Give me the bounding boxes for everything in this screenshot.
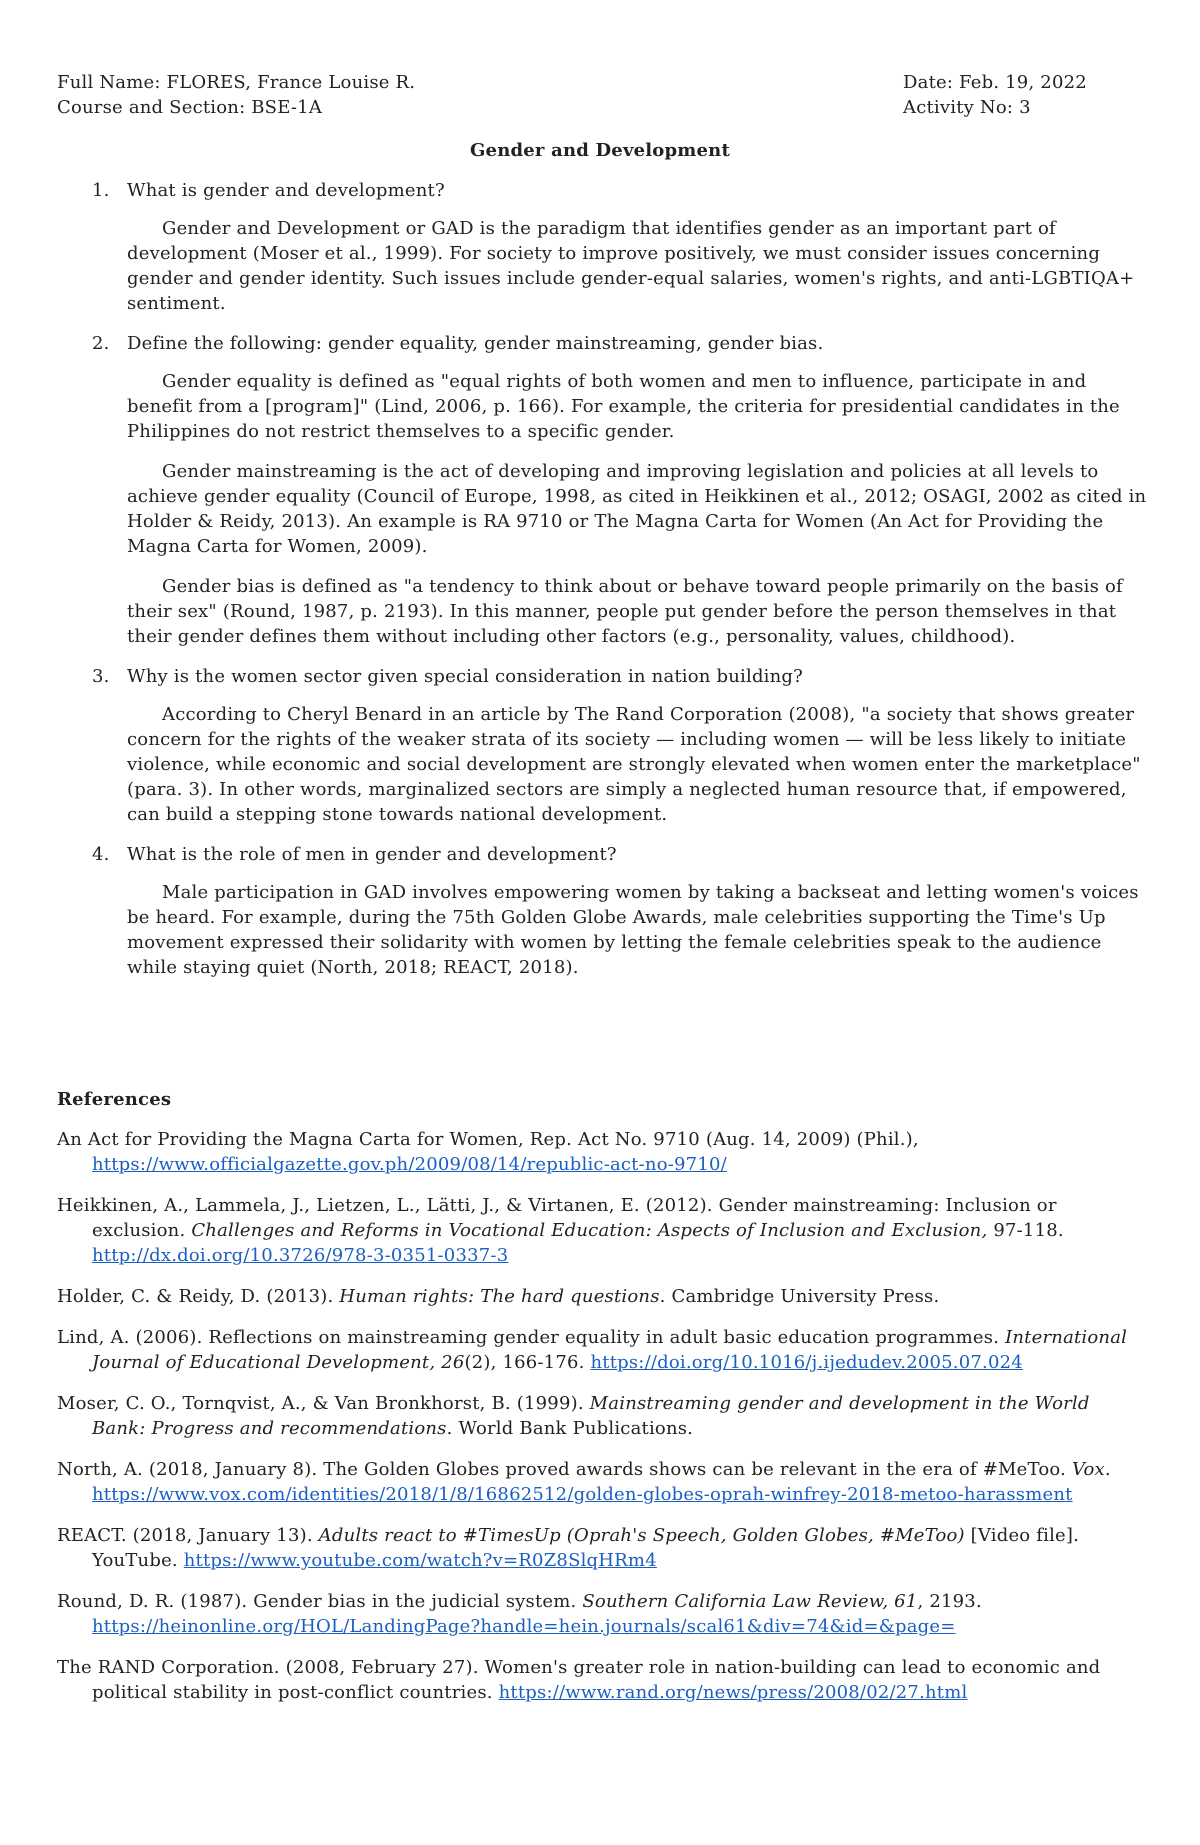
question-line (57, 842, 1147, 867)
document-title: Gender and Development (469, 140, 730, 161)
course-section-line: Course and Section: BSE-1A (57, 97, 323, 118)
reference-entry (57, 1193, 1147, 1268)
question-text: Why is the women sector given special consideration in nation building? (127, 666, 803, 687)
question-item (57, 664, 1147, 827)
reference-text-tail: (2), 166-176. (464, 1352, 585, 1373)
question-number: 4. (92, 844, 110, 865)
question-text: Define the following: gender equality, gender mainstreaming, gender bias. (127, 333, 824, 354)
reference-text-tail: 97-118. (987, 1220, 1064, 1241)
header-left (57, 70, 415, 120)
reference-text: An Act for Providing the Magna Carta for Women, Rep. Act No. 9710 (Aug. 14, 2009) (Phil.), (57, 1129, 919, 1150)
question-line (57, 664, 1147, 689)
question-item (57, 842, 1147, 980)
reference-link[interactable]: http://dx.doi.org/10.3726/978-3-0351-0337-3 (92, 1245, 509, 1266)
references-heading: References (57, 1089, 172, 1110)
reference-link[interactable]: https://www.youtube.com/watch?v=R0Z8SlqHRm4 (183, 1550, 657, 1571)
reference-source-title: Southern California Law Review, 61 (582, 1591, 918, 1612)
answer-paragraph: Male participation in GAD involves empowering women by taking a backseat and letting women's voices be heard. For example, during the 75th Golden Globe Awards, male celebrities supporting the Time's Up movement expressed their solidarity with women by letting the female celebrities speak to the audience while staying quiet (North, 2018; REACT, 2018). (127, 882, 1139, 978)
reference-text: North, A. (2018, January 8). The Golden Globes proved awards shows can be relevant in the era of #MeToo. (57, 1459, 1072, 1480)
reference-source-title: Adults react to #TimesUp (Oprah's Speech, Golden Globes, #MeToo) (318, 1525, 965, 1546)
reference-text: REACT. (2018, January 13). (57, 1525, 319, 1546)
question-number: 1. (92, 180, 110, 201)
question-item (57, 331, 1147, 649)
reference-link[interactable]: https://www.rand.org/news/press/2008/02/27.html (498, 1682, 968, 1703)
reference-text: Lind, A. (2006). Reflections on mainstreaming gender equality in adult basic education programmes. (57, 1327, 1006, 1348)
reference-text-tail: . (1104, 1459, 1111, 1480)
reference-text-tail: . Cambridge University Press. (659, 1286, 940, 1307)
question-number: 3. (92, 666, 110, 687)
reference-entry (57, 1391, 1147, 1441)
answer-paragraph: Gender bias is defined as "a tendency to think about or behave toward people primarily on the basis of their sex" (Round, 1987, p. 2193). In this manner, people put gender before the person themselves in that their gender defines them without including other factors (e.g., personality, values, childhood). (127, 576, 1123, 647)
reference-source-title: International Journal of Educational Development, 26 (92, 1327, 1128, 1373)
answer-paragraph: According to Cheryl Benard in an article by The Rand Corporation (2008), "a society that shows greater concern for the rights of the weaker strata of its society — including women — will be less likely to initiate violence, while economic and social development are strongly elevated when women enter the marketplace" (para. 3). In other words, marginalized sectors are simply a neglected human resource that, if empowered, can build a stepping stone towards national development. (127, 704, 1141, 825)
header-right (903, 70, 1087, 120)
reference-text: Heikkinen, A., Lammela, J., Lietzen, L., Lätti, J., & Virtanen, E. (2012). Gender mainstreaming: Inclusion or exclusion. (57, 1195, 1057, 1241)
reference-link[interactable]: https://www.officialgazette.gov.ph/2009/08/14/republic-act-no-9710/ (92, 1154, 727, 1175)
question-number: 2. (92, 333, 110, 354)
question-item (57, 178, 1147, 316)
reference-entry (57, 1325, 1147, 1375)
reference-text-tail: , 2193. (917, 1591, 982, 1612)
reference-entry (57, 1284, 1147, 1309)
reference-link[interactable]: https://heinonline.org/HOL/LandingPage?handle=hein.journals/scal61&div=74&id=&page= (92, 1616, 956, 1637)
reference-entry (57, 1589, 1147, 1639)
date-line: Date: Feb. 19, 2022 (903, 72, 1087, 93)
answer-paragraph: Gender mainstreaming is the act of developing and improving legislation and policies at all levels to achieve gender equality (Council of Europe, 1998, as cited in Heikkinen et al., 2012; OSAGI, 2002 as cited in Holder & Reidy, 2013). An example is RA 9710 or The Magna Carta for Women (An Act for Providing the Magna Carta for Women, 2009). (127, 461, 1147, 557)
reference-entry (57, 1655, 1147, 1705)
question-list (57, 178, 1147, 995)
reference-entry (57, 1523, 1147, 1573)
reference-entry (57, 1457, 1147, 1507)
question-line (57, 331, 1147, 356)
activity-line: Activity No: 3 (903, 97, 1031, 118)
answer-paragraph: Gender and Development or GAD is the paradigm that identifies gender as an important part of development (Moser et al., 1999). For society to improve positively, we must consider issues concerning gender and gender identity. Such issues include gender-equal salaries, women's rights, and anti-LGBTIQA+ sentiment. (127, 218, 1135, 314)
question-text: What is the role of men in gender and development? (127, 844, 617, 865)
reference-source-title: Mainstreaming gender and development in the World Bank: Progress and recommendations (92, 1393, 1090, 1439)
reference-source-title: Vox (1071, 1459, 1105, 1480)
reference-text-tail: [Video file]. YouTube. (92, 1525, 1080, 1571)
reference-text-tail: . World Bank Publications. (446, 1418, 694, 1439)
reference-entry (57, 1127, 1147, 1177)
reference-source-title: Human rights: The hard questions (339, 1286, 660, 1307)
reference-text: The RAND Corporation. (2008, February 27). Women's greater role in nation-building can lead to economic and political stability in post-conflict countries. (57, 1657, 1101, 1703)
reference-text: Holder, C. & Reidy, D. (2013). (57, 1286, 340, 1307)
reference-source-title: Challenges and Reforms in Vocational Education: Aspects of Inclusion and Exclusion, (191, 1220, 988, 1241)
answer-paragraph: Gender equality is defined as "equal rights of both women and men to influence, participate in and benefit from a [program]" (Lind, 2006, p. 166). For example, the criteria for presidential candidates in the Philippines do not restrict themselves to a specific gender. (127, 371, 1120, 442)
reference-list (57, 1127, 1147, 1721)
question-line (57, 178, 1147, 203)
reference-text: Moser, C. O., Tornqvist, A., & Van Bronkhorst, B. (1999). (57, 1393, 590, 1414)
reference-link[interactable]: https://doi.org/10.1016/j.ijedudev.2005.07.024 (590, 1352, 1023, 1373)
reference-link[interactable]: https://www.vox.com/identities/2018/1/8/16862512/golden-globes-oprah-winfrey-2018-metoo-harassment (92, 1484, 1073, 1505)
full-name-line: Full Name: FLORES, France Louise R. (57, 72, 416, 93)
question-text: What is gender and development? (127, 180, 445, 201)
reference-text: Round, D. R. (1987). Gender bias in the judicial system. (57, 1591, 583, 1612)
